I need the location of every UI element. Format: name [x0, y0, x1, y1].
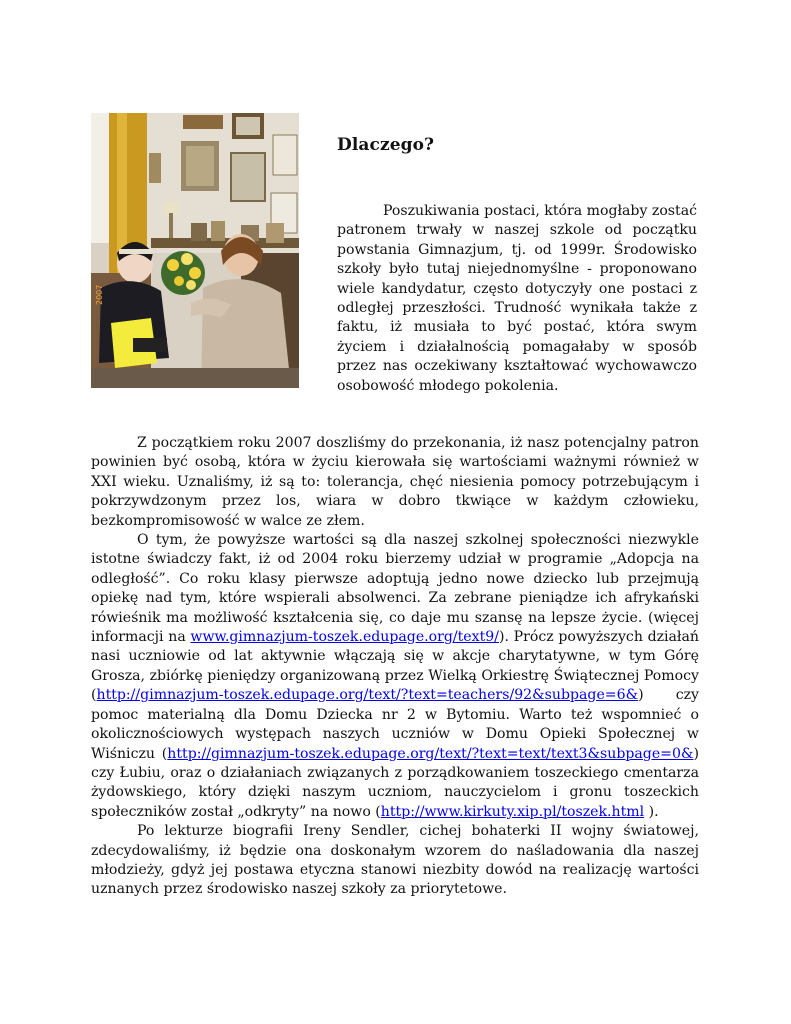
paragraph-2-text-1: O tym, że powyższe wartości są dla naszej szkolnej społeczności niezwykle istotne świadczy fakt, iż od 2004 roku bierzemy udział w programie „Adopcja na odległość”. Co roku klasy pierwsze adoptują jedno nowe dziecko lub przejmują opiekę nad tym, które wspierali absolwenci. Za zebrane pieniądze ich afrykański rówieśnik ma możliwość kształcenia się, co daje mu szansę na lepsze życie. (więcej informacji na [91, 532, 699, 646]
link-kirkuty[interactable]: http://www.kirkuty.xip.pl/toszek.html [380, 803, 645, 820]
photo-illustration [91, 113, 299, 388]
link-wosp[interactable]: http://gimnazjum-toszek.edupage.org/text/?text=teachers/92&subpage=6& [96, 687, 639, 704]
link-adoption-info[interactable]: www.gimnazjum-toszek.edupage.org/text9/ [190, 629, 499, 646]
photo-visit [91, 113, 299, 388]
paragraph-1: Z początkiem roku 2007 doszliśmy do przekonania, iż nasz potencjalny patron powinien być osobą, która w życiu kierowała się wartościami ważnymi również w XXI wieku. Uznaliśmy, iż są to: tolerancja, chęć niesienia pomocy potrzebującym i pokrzywdzonym przez los, wiara w dobro tkwiące w każdym człowieku, bezkompromisowość w walce ze złem. [91, 435, 699, 529]
photo-date-stamp: 2007 [95, 284, 104, 305]
paragraph-2-text-3: ) czy pomoc materialną dla Domu Dziecka nr 2 w Bytomiu. Warto też wspomnieć o okolicznościowych występach naszych uczniów w Domu Opieki Społecznej w Wiśniczu ( [91, 687, 699, 762]
paragraph-2-text-5: ). [644, 803, 659, 820]
page-title: Dlaczego? [337, 135, 435, 155]
paragraph-2 [91, 531, 699, 822]
intro-paragraph: Poszukiwania postaci, która mogłaby zostać patronem trwały w naszej szkole od początku powstania Gimnazjum, tj. od 1999r. Środowisko szkoły było tutaj niejednomyślne - proponowano wiele kandydatur, często dotyczyły one postaci z odległej przeszłości. Trudność wynikała także z faktu, iż musiała to być postać, która swym życiem i działalnością pomagałaby w sposób przez nas oczekiwany kształtować wychowawczo osobowość młodego pokolenia. [337, 203, 697, 394]
link-dps-performances[interactable]: http://gimnazjum-toszek.edupage.org/text/?text=text/text3&subpage=0& [167, 745, 694, 762]
body-text [91, 434, 699, 900]
paragraph-2-text-4: ) czy Łubiu, oraz o działaniach związanych z porządkowaniem toszeckiego cmentarza żydowskiego, który dzięki naszym uczniom, nauczycielom i gronu toszeckich społeczników został „odkryty” na nowo ( [91, 745, 699, 820]
paragraph-2-text-2: ). Prócz powyższych działań nasi uczniowie od lat aktywnie włączają się w akcje charytatywne, w tym Górę Grosza, zbiórkę pieniędzy organizowaną przez Wielką Orkiestrę Świątecznej Pomocy ( [91, 629, 699, 704]
paragraph-3: Po lekturze biografii Ireny Sendler, cichej bohaterki II wojny światowej, zdecydowaliśmy, iż będzie ona doskonałym wzorem do naśladowania dla naszej młodzieży, gdyż jej postawa etyczna stanowi niezbity dowód na realizację wartości uznanych przez środowisko naszej szkoły za priorytetowe. [91, 823, 699, 898]
